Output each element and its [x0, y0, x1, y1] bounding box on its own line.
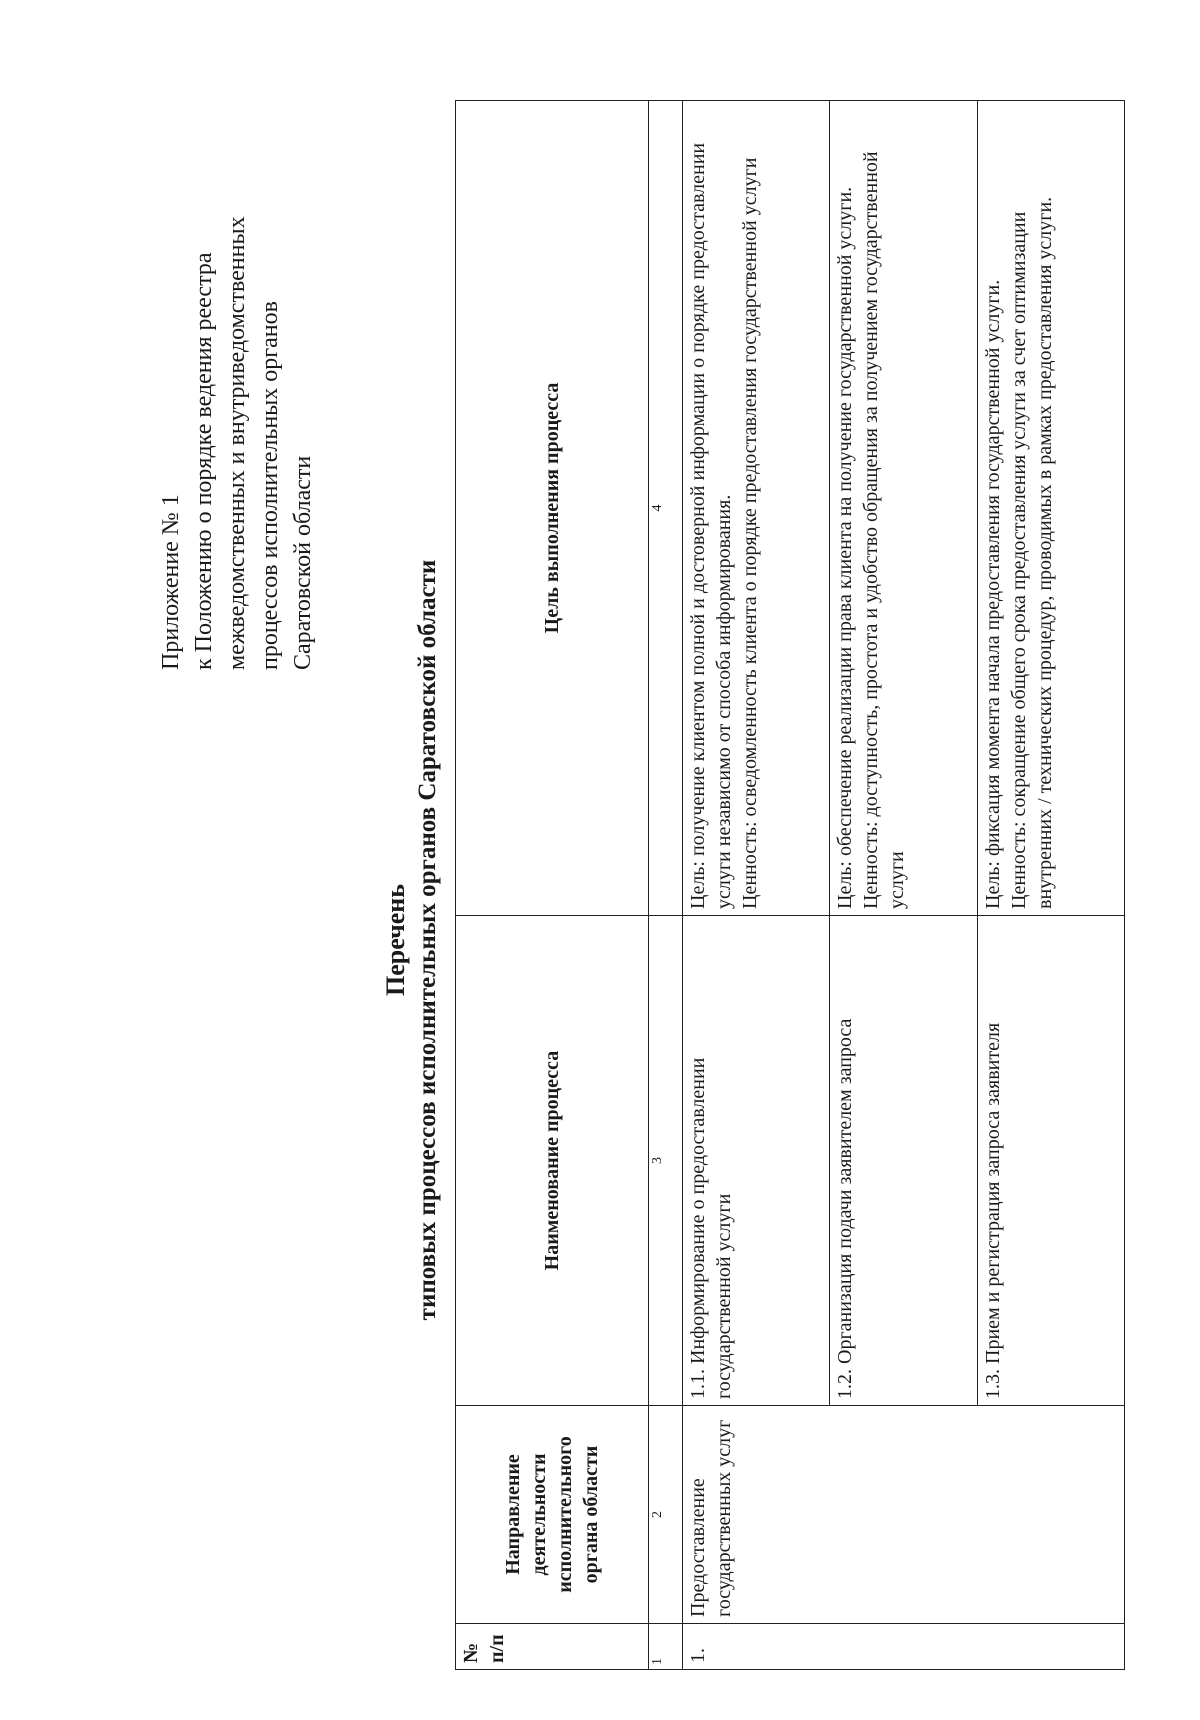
appendix-line: межведомственных и внутриведомственных [224, 216, 250, 670]
appendix-line: к Положению о порядке ведения реестра [191, 252, 217, 670]
title-line-1: Перечень [381, 883, 410, 997]
column-number: 2 [649, 1406, 683, 1624]
header-goal: Цель выполнения процесса [456, 101, 649, 916]
value-text: Ценность: сокращение общего срока предоставления услуги за счет оптимизации внутренних / технических процедур, проводимых в рамках предоставления услуги. [1007, 196, 1056, 909]
goal-text: Цель: фиксация момента начала предоставления государственной услуги. [981, 279, 1004, 909]
goal-text: Цель: обеспечение реализации права клиента на получение государственной услуги. [834, 186, 857, 909]
row-number: 1. [683, 1624, 1125, 1670]
column-number: 4 [649, 101, 683, 916]
appendix-note [155, 150, 320, 670]
row-process: 1.1. Информирование о предоставлении государственной услуги [683, 916, 830, 1406]
row-process: 1.3. Прием и регистрация запроса заявителя [977, 916, 1124, 1406]
row-process: 1.2. Организация подачи заявителем запроса [830, 916, 977, 1406]
process-table [455, 100, 1125, 1670]
column-number: 1 [649, 1624, 683, 1670]
goal-text: Цель: получение клиентом полной и достоверной информации о порядке предоставлении услуги независимо от способа информирования. [687, 142, 736, 909]
appendix-line: процессов исполнительных органов [257, 301, 283, 670]
appendix-line: Приложение № 1 [158, 494, 184, 670]
row-goal [830, 101, 977, 916]
appendix-line: Саратовской области [290, 455, 316, 670]
title-line-2: типовых процессов исполнительных органов Саратовской области [414, 559, 441, 1321]
table-row [683, 101, 830, 1670]
column-number-row [649, 101, 683, 1670]
document-title [380, 160, 444, 1720]
row-direction: Предоставление государственных услуг [683, 1406, 1125, 1624]
row-goal [683, 101, 830, 916]
value-text: Ценность: доступность, простота и удобство обращения за получением государственной услуги [860, 151, 909, 909]
value-text: Ценность: осведомленность клиента о порядке предоставления государственной услуги [739, 157, 762, 909]
column-number: 3 [649, 916, 683, 1406]
header-direction: Направление деятельности исполнительного органа области [456, 1406, 649, 1624]
document-page [0, 120, 1120, 1720]
header-num: № п/п [456, 1624, 649, 1670]
table-header-row [456, 101, 649, 1670]
row-goal [977, 101, 1124, 916]
header-process: Наименование процесса [456, 916, 649, 1406]
